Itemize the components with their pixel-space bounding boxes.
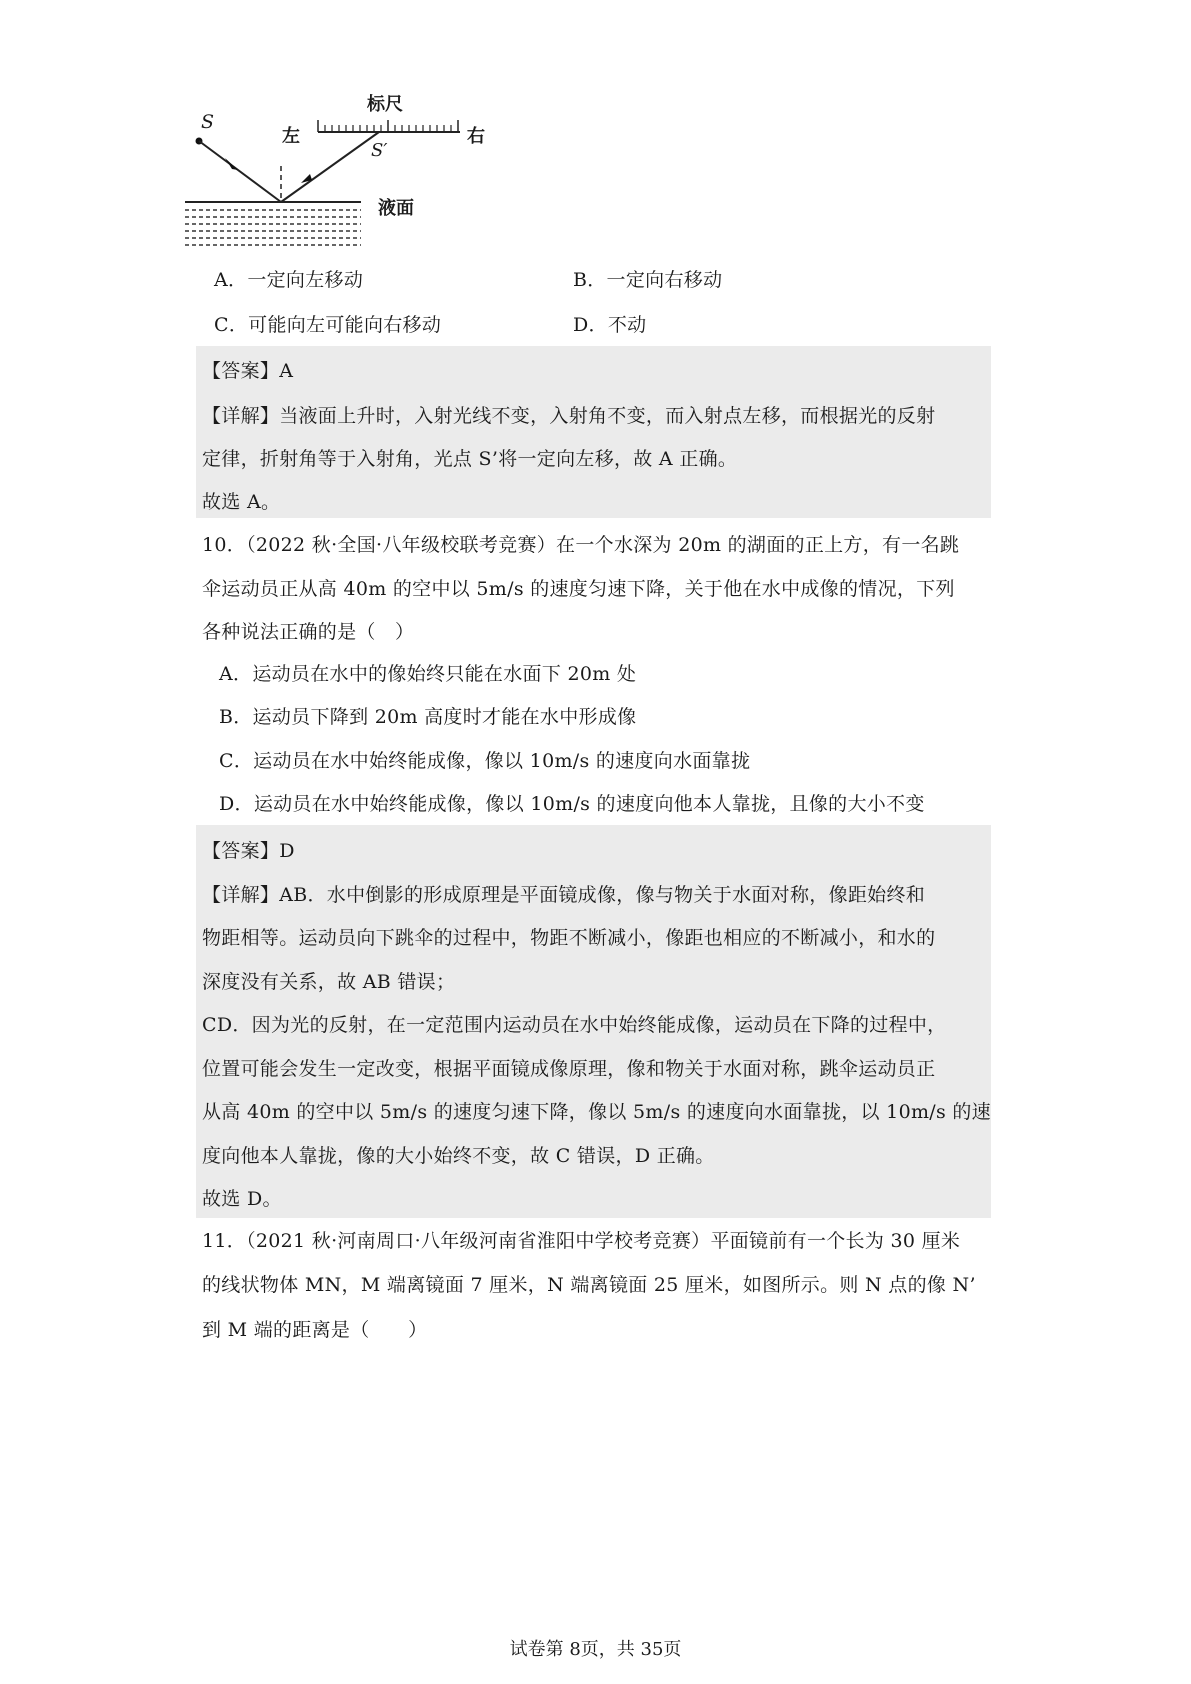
left-label: 左 (282, 126, 300, 147)
s-prime-label: S′ (371, 140, 388, 161)
q10-stem-3: 各种说法正确的是（ ） (202, 621, 415, 643)
q10-explain-6: 从高 40m 的空中以 5m/s 的速度匀速下降，像以 5m/s 的速度向水面靠拢，以 10m/s 的速 (202, 1101, 991, 1123)
q11-stem-1: 11．（2021 秋·河南周口·八年级河南省淮阳中学校考竞赛）平面镜前有一个长为 30 厘米 (202, 1230, 961, 1252)
liquid-surface (185, 202, 361, 245)
q10-option-a: A．运动员在水中的像始终只能在水面下 20m 处 (219, 663, 637, 685)
page-footer: 试卷第 8页，共 35页 (509, 1639, 682, 1660)
q10-option-c: C．运动员在水中始终能成像，像以 10m/s 的速度向水面靠拢 (219, 750, 751, 772)
q10-explain-8: 故选 D。 (202, 1188, 282, 1210)
q10-explain-4: CD．因为光的反射，在一定范围内运动员在水中始终能成像，运动员在下降的过程中， (202, 1014, 947, 1036)
q9-option-b: B．一定向右移动 (573, 269, 723, 291)
q10-stem-1: 10．（2022 秋·全国·八年级校联考竞赛）在一个水深为 20m 的湖面的正上方，有一名跳 (202, 534, 960, 556)
q10-answer: 【答案】D (202, 840, 295, 862)
q11-stem-3: 到 M 端的距离是（ ） (202, 1319, 428, 1341)
q10-explain-5: 位置可能会发生一定改变，根据平面镜成像原理，像和物关于水面对称，跳伞运动员正 (202, 1058, 936, 1080)
q9-explain-2: 定律，折射角等于入射角，光点 S’将一定向左移，故 A 正确。 (202, 448, 738, 470)
ruler (318, 120, 460, 132)
q9-explain-1: 【详解】当液面上升时，入射光线不变，入射角不变，而入射点左移，而根据光的反射 (202, 405, 936, 427)
q10-explain-7: 度向他本人靠拢，像的大小始终不变，故 C 错误，D 正确。 (202, 1145, 715, 1167)
q10-option-d: D．运动员在水中始终能成像，像以 10m/s 的速度向他本人靠拢，且像的大小不变 (219, 793, 925, 815)
right-label: 右 (467, 126, 485, 147)
reflection-diagram (185, 90, 475, 270)
q9-answer: 【答案】A (202, 360, 294, 382)
q9-option-d: D．不动 (573, 314, 647, 336)
q9-option-a: A．一定向左移动 (214, 269, 364, 291)
q9-option-c: C．可能向左可能向右移动 (214, 314, 442, 336)
q10-stem-2: 伞运动员正从高 40m 的空中以 5m/s 的速度匀速下降，关于他在水中成像的情况，下列 (202, 578, 955, 600)
q9-explain-3: 故选 A。 (202, 491, 281, 513)
q10-option-b: B．运动员下降到 20m 高度时才能在水中形成像 (219, 706, 637, 728)
liquid-label: 液面 (378, 198, 414, 219)
s-label: S (201, 111, 215, 133)
q10-explain-2: 物距相等。运动员向下跳伞的过程中，物距不断减小，像距也相应的不断减小，和水的 (202, 927, 936, 949)
ruler-label: 标尺 (367, 94, 403, 115)
q10-explain-1: 【详解】AB．水中倒影的形成原理是平面镜成像，像与物关于水面对称，像距始终和 (202, 884, 926, 906)
incident-ray (199, 141, 281, 202)
q9-answer-block (196, 346, 991, 518)
q10-explain-3: 深度没有关系，故 AB 错误； (202, 971, 456, 993)
q11-stem-2: 的线状物体 MN，M 端离镜面 7 厘米，N 端离镜面 25 厘米，如图所示。则 N 点的像 N’ (202, 1274, 976, 1296)
